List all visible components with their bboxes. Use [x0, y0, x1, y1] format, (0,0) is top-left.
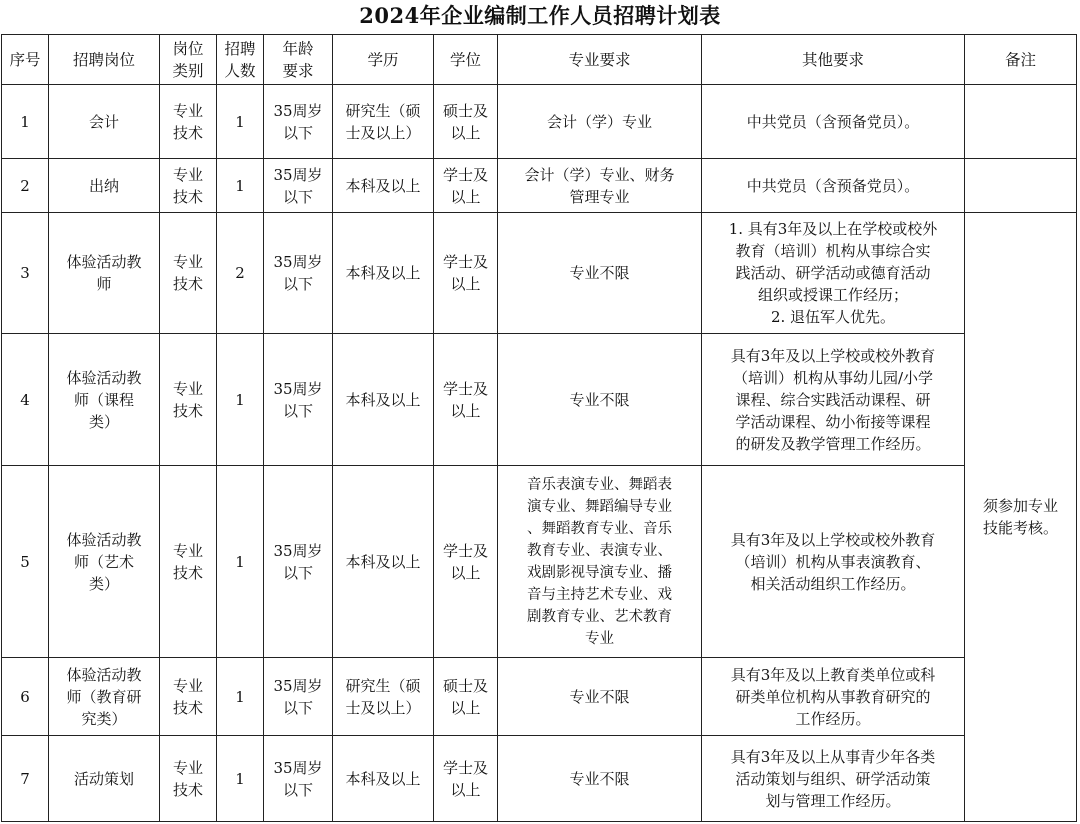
cell-count: 1 — [217, 334, 264, 466]
cell-education: 本科及以上 — [333, 213, 434, 334]
cell-remark — [965, 159, 1077, 213]
table-row — [2, 736, 1077, 822]
cell-count: 1 — [217, 159, 264, 213]
cell-major: 会计（学）专业 — [498, 85, 702, 159]
cell-age: 35周岁 以下 — [264, 334, 333, 466]
header-position: 招聘岗位 — [49, 35, 160, 85]
cell-remark-merged: 须参加专业 技能考核。 — [965, 213, 1077, 822]
cell-education: 研究生（硕 士及以上） — [333, 85, 434, 159]
table-row — [2, 658, 1077, 736]
cell-position: 体验活动教 师（课程 类） — [49, 334, 160, 466]
cell-category: 专业 技术 — [160, 466, 217, 658]
table-row — [2, 85, 1077, 159]
cell-seq: 1 — [2, 85, 49, 159]
cell-education: 本科及以上 — [333, 466, 434, 658]
cell-major: 音乐表演专业、舞蹈表 演专业、舞蹈编导专业 、舞蹈教育专业、音乐 教育专业、表演专业、 戏剧影视导演专业、播 音与主持艺术专业、戏 剧教育专业、艺术教育 专业 — [498, 466, 702, 658]
cell-other: 具有3年及以上学校或校外教育 （培训）机构从事表演教育、 相关活动组织工作经历。 — [702, 466, 965, 658]
cell-other: 1. 具有3年及以上在学校或校外 教育（培训）机构从事综合实 践活动、研学活动或德育活动 组织或授课工作经历； 2. 退伍军人优先。 — [702, 213, 965, 334]
header-degree: 学位 — [434, 35, 498, 85]
cell-age: 35周岁 以下 — [264, 213, 333, 334]
cell-category: 专业 技术 — [160, 213, 217, 334]
table-row — [2, 334, 1077, 466]
cell-education: 本科及以上 — [333, 334, 434, 466]
cell-position: 体验活动教 师（教育研 究类） — [49, 658, 160, 736]
cell-degree: 学士及 以上 — [434, 213, 498, 334]
header-major: 专业要求 — [498, 35, 702, 85]
cell-position: 体验活动教 师（艺术 类） — [49, 466, 160, 658]
cell-degree: 学士及 以上 — [434, 736, 498, 822]
table-header-row — [2, 35, 1077, 85]
cell-count: 1 — [217, 658, 264, 736]
cell-category: 专业 技术 — [160, 85, 217, 159]
header-education: 学历 — [333, 35, 434, 85]
cell-education: 本科及以上 — [333, 736, 434, 822]
cell-seq: 2 — [2, 159, 49, 213]
cell-age: 35周岁 以下 — [264, 159, 333, 213]
cell-category: 专业 技术 — [160, 658, 217, 736]
page-title: 2024年企业编制工作人员招聘计划表 — [359, 3, 721, 28]
cell-age: 35周岁 以下 — [264, 466, 333, 658]
cell-count: 1 — [217, 736, 264, 822]
cell-seq: 6 — [2, 658, 49, 736]
header-remark: 备注 — [965, 35, 1077, 85]
header-seq: 序号 — [2, 35, 49, 85]
cell-major: 专业不限 — [498, 334, 702, 466]
header-count: 招聘 人数 — [217, 35, 264, 85]
cell-degree: 学士及 以上 — [434, 159, 498, 213]
table-row — [2, 159, 1077, 213]
cell-seq: 3 — [2, 213, 49, 334]
header-age: 年龄 要求 — [264, 35, 333, 85]
cell-degree: 学士及 以上 — [434, 466, 498, 658]
cell-other: 具有3年及以上学校或校外教育 （培训）机构从事幼儿园/小学 课程、综合实践活动课程、研 学活动课程、幼小衔接等课程 的研发及教学管理工作经历。 — [702, 334, 965, 466]
cell-major: 专业不限 — [498, 213, 702, 334]
cell-count: 2 — [217, 213, 264, 334]
cell-education: 本科及以上 — [333, 159, 434, 213]
cell-category: 专业 技术 — [160, 159, 217, 213]
cell-count: 1 — [217, 466, 264, 658]
cell-position: 活动策划 — [49, 736, 160, 822]
cell-degree: 学士及 以上 — [434, 334, 498, 466]
cell-age: 35周岁 以下 — [264, 658, 333, 736]
table-row — [2, 466, 1077, 658]
cell-other: 中共党员（含预备党员）。 — [702, 85, 965, 159]
header-category: 岗位 类别 — [160, 35, 217, 85]
cell-remark — [965, 85, 1077, 159]
cell-position: 体验活动教 师 — [49, 213, 160, 334]
header-other: 其他要求 — [702, 35, 965, 85]
cell-age: 35周岁 以下 — [264, 85, 333, 159]
cell-seq: 7 — [2, 736, 49, 822]
cell-age: 35周岁 以下 — [264, 736, 333, 822]
cell-other: 中共党员（含预备党员）。 — [702, 159, 965, 213]
cell-position: 会计 — [49, 85, 160, 159]
cell-seq: 4 — [2, 334, 49, 466]
cell-category: 专业 技术 — [160, 736, 217, 822]
cell-education: 研究生（硕 士及以上） — [333, 658, 434, 736]
table-row — [2, 213, 1077, 334]
cell-count: 1 — [217, 85, 264, 159]
cell-position: 出纳 — [49, 159, 160, 213]
cell-major: 专业不限 — [498, 658, 702, 736]
cell-category: 专业 技术 — [160, 334, 217, 466]
cell-other: 具有3年及以上从事青少年各类 活动策划与组织、研学活动策 划与管理工作经历。 — [702, 736, 965, 822]
cell-major: 专业不限 — [498, 736, 702, 822]
cell-major: 会计（学）专业、财务 管理专业 — [498, 159, 702, 213]
cell-degree: 硕士及 以上 — [434, 658, 498, 736]
cell-degree: 硕士及 以上 — [434, 85, 498, 159]
cell-other: 具有3年及以上教育类单位或科 研类单位机构从事教育研究的 工作经历。 — [702, 658, 965, 736]
recruitment-plan-table — [1, 34, 1077, 822]
cell-seq: 5 — [2, 466, 49, 658]
